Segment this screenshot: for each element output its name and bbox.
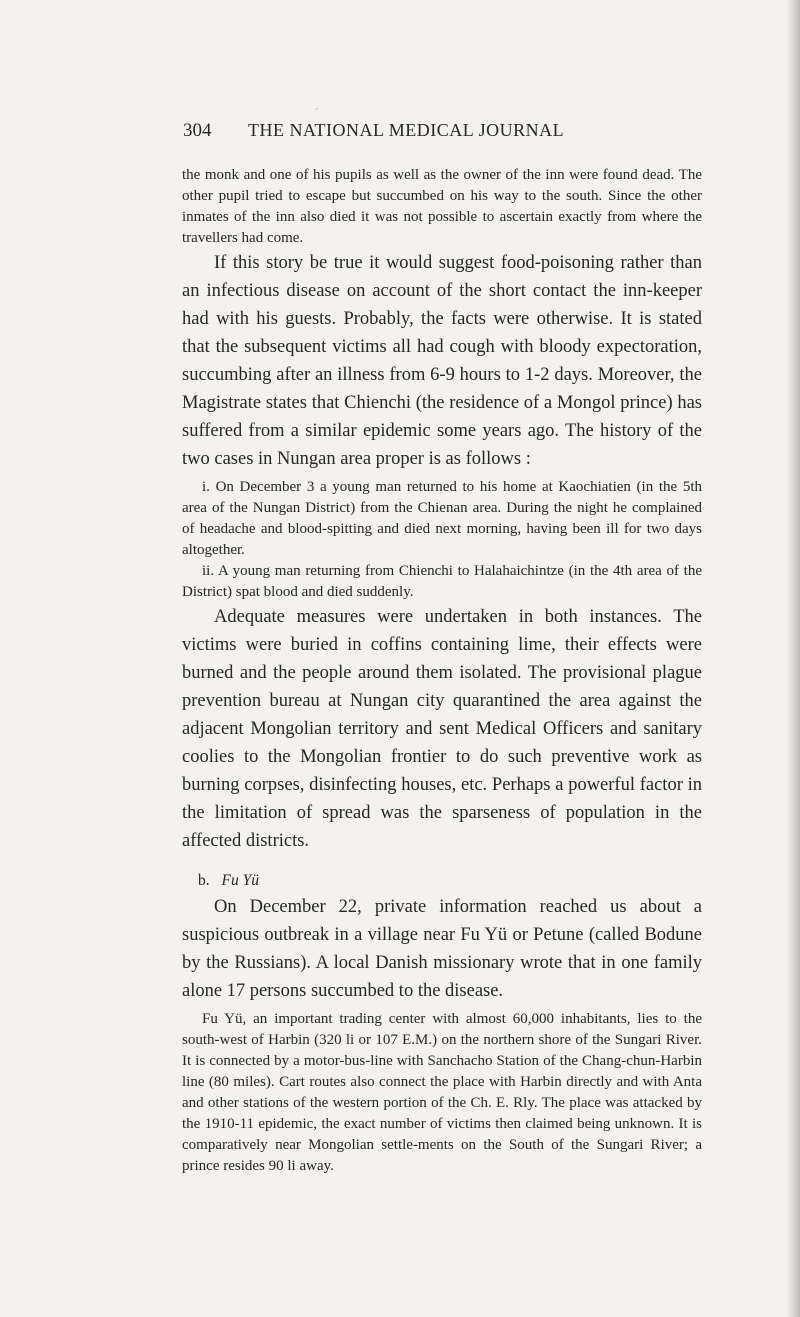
running-header: THE NATIONAL MEDICAL JOURNAL <box>248 120 565 140</box>
paragraph-continuation: the monk and one of his pupils as well as the owner of the inn were found dead. The other pupil tried to escape but succumbed on his way to the south. Since the other inmates of the inn also died it was not possible to ascertain exactly from where the travellers had come. <box>182 167 702 246</box>
page-edge-shadow <box>786 0 800 1317</box>
case-list-item-i: i. On December 3 a young man returned to his home at Kaochiatien (in the 5th area of the Nungan District) from the Chienan area. During the night he complained of headache and blood-spitting and died next morning, having been ill for two days altogether. <box>182 479 702 558</box>
print-mark: ˌ <box>315 98 319 110</box>
article-body <box>182 165 702 1177</box>
paragraph-fu-yu-description: Fu Yü, an important trading center with almost 60,000 inhabitants, lies to the south-west of Harbin (320 li or 107 E.M.) on the northern shore of the Sungari River. It is connected by a motor-bus-line with Sanchacho Station of the Chang-chun-Harbin line (80 miles). Cart routes also connect the place with Harbin directly and with Anta and other stations of the western portion of the Ch. E. Rly. The place was attacked by the 1910-11 epidemic, the exact number of victims then claimed being unknown. It is comparatively near Mongolian settle-ments on the South of the Sungari River; a prince resides 90 li away. <box>182 1011 702 1174</box>
paragraph-food-poisoning: If this story be true it would suggest food-poisoning rather than an infectious disease on account of the short contact the inn-keeper had with his guests. Probably, the facts were otherwise. It is stated that the subsequent victims all had cough with bloody expectoration, succumbing after an illness from 6-9 hours to 1-2 days. Moreover, the Magistrate states that Chienchi (the residence of a Mongol prince) has suffered from a similar epidemic some years ago. The history of the two cases in Nungan area proper is as follows : <box>182 253 702 469</box>
page-number: 304 <box>183 120 212 141</box>
paragraph-measures: Adequate measures were undertaken in both instances. The victims were buried in coffins containing lime, their effects were burned and the people around them isolated. The provisional plague prevention bureau at Nungan city quarantined the area against the adjacent Mongolian territory and sent Medical Officers and sanitary coolies to the Mongolian frontier to do such preventive work as burning corpses, disinfecting houses, etc. Perhaps a powerful factor in the limitation of spread was the sparseness of population in the affected districts. <box>182 607 702 851</box>
case-list-item-ii: ii. A young man returning from Chienchi to Halahaichintze (in the 4th area of the District) spat blood and died suddenly. <box>182 563 702 600</box>
section-title: Fu Yü <box>221 872 259 889</box>
section-marker: b. <box>198 872 210 889</box>
section-heading-fu-yu <box>182 869 702 893</box>
paragraph-december-22: On December 22, private information reached us about a suspicious outbreak in a village near Fu Yü or Petune (called Bodune by the Russians). A local Danish missionary wrote that in one family alone 17 persons succumbed to the disease. <box>182 897 702 1001</box>
